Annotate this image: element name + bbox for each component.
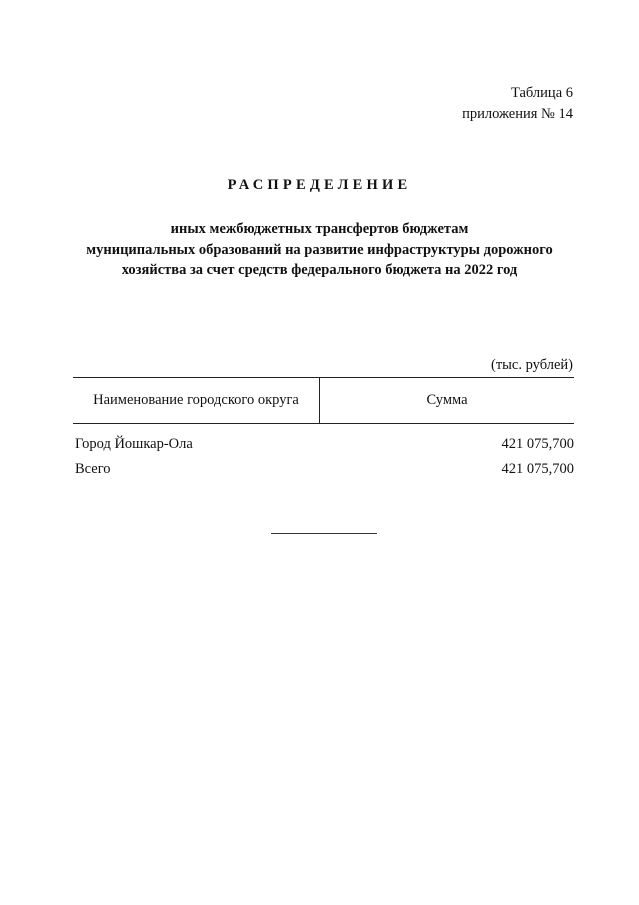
unit-note: (тыс. рублей)	[491, 357, 573, 373]
row-sum: 421 075,700	[501, 436, 574, 452]
distribution-table	[73, 377, 574, 483]
table-reference	[462, 83, 573, 125]
subtitle-line-3: хозяйства за счет средств федерального бюджета на 2022 год	[121, 262, 518, 278]
row-sum: 421 075,700	[501, 461, 574, 477]
table-row-total	[73, 458, 574, 483]
header-name-column: Наименование городского округа	[73, 378, 320, 423]
table-number: Таблица 6	[510, 85, 573, 101]
appendix-number: приложения № 14	[462, 106, 573, 122]
closing-rule	[271, 533, 377, 534]
row-name: Город Йошкар-Ола	[75, 436, 193, 452]
subtitle-line-1: иных межбюджетных трансфертов бюджетам	[170, 221, 469, 237]
document-title: РАСПРЕДЕЛЕНИЕ	[227, 177, 412, 193]
row-name: Всего	[75, 461, 111, 477]
table-row	[73, 433, 574, 458]
document-subtitle	[60, 219, 579, 281]
table-body	[73, 424, 574, 483]
table-header	[73, 377, 574, 424]
subtitle-line-2: муниципальных образований на развитие инфраструктуры дорожного	[86, 241, 553, 258]
header-sum-column: Сумма	[426, 392, 468, 408]
